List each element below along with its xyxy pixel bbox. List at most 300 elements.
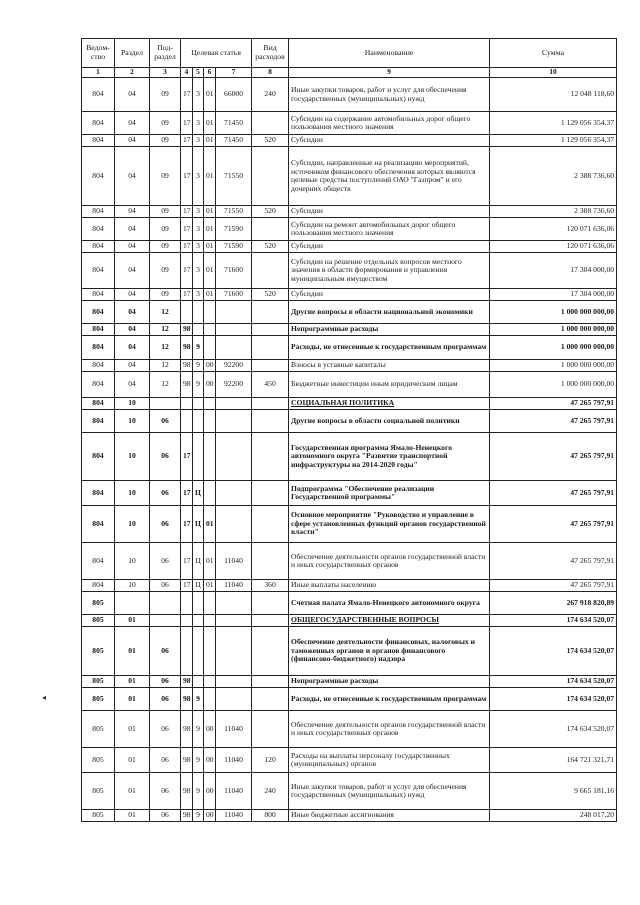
table-row [82,711,617,748]
subsection-cell: 06 [150,506,181,543]
target-activity-cell [204,410,216,433]
column-number: 3 [150,68,181,78]
target-program-cell [181,410,193,433]
dept-cell: 804 [82,433,115,481]
target-code-cell: 11040 [216,748,252,773]
section-cell: 01 [115,676,150,688]
subsection-cell: 06 [150,580,181,592]
name-cell: Субсидии, направленные на реализацию мероприятий, источником финансового обеспечения которых являются целевые средства поступлений ОАО "Газпром" и его дочерних обществ [289,147,490,206]
dept-cell: 804 [82,135,115,147]
target-program-cell: 17 [181,289,193,301]
exptype-cell [252,592,289,615]
target-code-cell [216,301,252,324]
table-row [82,748,617,773]
target-program-cell: 17 [181,206,193,218]
target-subprogram-cell [193,301,204,324]
name-cell: Счетная палата Ямало-Ненецкого автономного округа [289,592,490,615]
exptype-cell [252,615,289,627]
name-cell: Расходы, не отнесенные к государственным программам [289,688,490,711]
name-cell: Субсидии на решение отдельных вопросов местного значения в области формирования и управления муниципальным имуществом [289,253,490,289]
target-program-cell: 17 [181,433,193,481]
dept-cell: 805 [82,592,115,615]
target-code-cell: 92200 [216,372,252,398]
margin-mark: ◂ [42,693,47,702]
target-code-cell: 11040 [216,810,252,822]
table-body [82,78,617,822]
table-row [82,433,617,481]
exptype-cell [252,218,289,241]
name-cell: Государственная программа Ямало-Ненецкого автономного округа "Развитие транспортной инфраструктуры на 2014-2020 годы" [289,433,490,481]
name-cell: Расходы на выплаты персоналу государственных (муниципальных) органов [289,748,490,773]
target-program-cell: 98 [181,810,193,822]
column-number: 9 [289,68,490,78]
dept-cell: 805 [82,615,115,627]
sum-cell: 17 304 000,00 [490,289,617,301]
target-code-cell: 71550 [216,147,252,206]
subsection-cell: 06 [150,410,181,433]
table-row [82,627,617,676]
table-row [82,580,617,592]
name-cell: Иные закупки товаров, работ и услуг для обеспечения государственных (муниципальных) нужд [289,773,490,810]
sum-cell: 2 388 736,60 [490,206,617,218]
sum-cell: 47 265 797,91 [490,506,617,543]
name-cell: Иные выплаты населению [289,580,490,592]
section-cell: 04 [115,253,150,289]
target-program-cell [181,627,193,676]
section-cell: 04 [115,218,150,241]
target-program-cell: 98 [181,748,193,773]
table-row [82,360,617,372]
table-row [82,688,617,711]
section-cell: 01 [115,615,150,627]
exptype-cell [252,688,289,711]
target-activity-cell: 01 [204,580,216,592]
target-program-cell: 98 [181,676,193,688]
subsection-cell: 06 [150,810,181,822]
name-cell: Взносы в уставные капиталы [289,360,490,372]
section-cell: 04 [115,289,150,301]
dept-cell: 804 [82,543,115,580]
table-row [82,506,617,543]
sum-cell: 47 265 797,91 [490,410,617,433]
header-exptype: Вид расходов [252,39,289,68]
sum-cell: 1 000 000 000,00 [490,324,617,336]
name-cell: Основное мероприятие "Руководство и управление в сфере установленных функций органов государственной власти" [289,506,490,543]
target-activity-cell: 01 [204,218,216,241]
target-program-cell [181,592,193,615]
target-subprogram-cell: 3 [193,147,204,206]
target-subprogram-cell: 3 [193,135,204,147]
target-subprogram-cell: 9 [193,711,204,748]
sum-cell: 174 634 520,07 [490,615,617,627]
target-subprogram-cell: Ц [193,506,204,543]
subsection-cell: 09 [150,78,181,112]
table-row [82,147,617,206]
target-program-cell: 17 [181,580,193,592]
dept-cell: 805 [82,676,115,688]
target-program-cell: 98 [181,360,193,372]
target-activity-cell: 01 [204,289,216,301]
table-row [82,112,617,135]
target-subprogram-cell [193,433,204,481]
target-code-cell: 11040 [216,711,252,748]
target-subprogram-cell: 3 [193,218,204,241]
section-cell: 01 [115,688,150,711]
sum-cell: 47 265 797,91 [490,580,617,592]
name-cell: Обеспечение деятельности финансовых, налоговых и таможенных органов и органов финансового (финансово-бюджетного) надзора [289,627,490,676]
target-program-cell: 17 [181,481,193,506]
dept-cell: 804 [82,253,115,289]
subsection-cell: 12 [150,336,181,360]
target-code-cell [216,336,252,360]
target-activity-cell: 01 [204,112,216,135]
sum-cell: 12 048 118,60 [490,78,617,112]
target-program-cell: 17 [181,147,193,206]
target-program-cell: 17 [181,112,193,135]
table-row [82,289,617,301]
sum-cell: 1 000 000 000,00 [490,372,617,398]
table-row [82,372,617,398]
target-subprogram-cell [193,676,204,688]
target-code-cell: 92200 [216,360,252,372]
table-row [82,810,617,822]
table-row [82,241,617,253]
name-cell: Подпрограмма "Обеспечение реализации Государственной программы" [289,481,490,506]
subsection-cell: 09 [150,241,181,253]
target-code-cell: 71550 [216,206,252,218]
sum-cell: 174 634 520,07 [490,688,617,711]
subsection-cell: 09 [150,218,181,241]
target-code-cell: 71600 [216,289,252,301]
sum-cell: 47 265 797,91 [490,543,617,580]
header-name: Наименование [289,39,490,68]
subsection-cell: 06 [150,627,181,676]
name-cell: Субсидии на ремонт автомобильных дорог общего пользования местного значения [289,218,490,241]
target-code-cell [216,506,252,543]
table-row [82,410,617,433]
sum-cell: 1 000 000 000,00 [490,360,617,372]
dept-cell: 805 [82,711,115,748]
exptype-cell [252,433,289,481]
section-cell: 04 [115,360,150,372]
sum-cell: 164 721 321,71 [490,748,617,773]
section-cell: 01 [115,748,150,773]
target-subprogram-cell: 9 [193,336,204,360]
name-cell: Иные бюджетные ассигнования [289,810,490,822]
target-activity-cell [204,615,216,627]
section-cell: 04 [115,206,150,218]
sum-cell: 174 634 520,07 [490,627,617,676]
dept-cell: 804 [82,206,115,218]
table-row [82,135,617,147]
dept-cell: 805 [82,627,115,676]
dept-cell: 804 [82,372,115,398]
section-cell: 10 [115,410,150,433]
subsection-cell: 12 [150,301,181,324]
exptype-cell: 240 [252,773,289,810]
target-activity-cell [204,676,216,688]
target-code-cell [216,615,252,627]
subsection-cell: 12 [150,372,181,398]
target-program-cell: 98 [181,711,193,748]
target-code-cell: 71450 [216,135,252,147]
section-cell: 10 [115,580,150,592]
target-activity-cell: 00 [204,372,216,398]
exptype-cell [252,398,289,410]
exptype-cell: 520 [252,135,289,147]
target-program-cell: 98 [181,688,193,711]
table-row [82,324,617,336]
column-number: 7 [216,68,252,78]
header-dept: Ведом-ство [82,39,115,68]
dept-cell: 804 [82,398,115,410]
target-program-cell: 17 [181,218,193,241]
target-code-cell: 11040 [216,773,252,810]
exptype-cell [252,301,289,324]
section-cell: 10 [115,506,150,543]
exptype-cell: 800 [252,810,289,822]
subsection-cell: 09 [150,112,181,135]
exptype-cell: 240 [252,78,289,112]
name-cell: Другие вопросы в области национальной экономики [289,301,490,324]
target-activity-cell [204,433,216,481]
dept-cell: 804 [82,481,115,506]
target-subprogram-cell: 9 [193,810,204,822]
sum-cell: 47 265 797,91 [490,481,617,506]
target-subprogram-cell: Ц [193,481,204,506]
target-code-cell [216,481,252,506]
header-subsection: Под-раздел [150,39,181,68]
target-subprogram-cell: Ц [193,543,204,580]
target-activity-cell [204,627,216,676]
sum-cell: 174 634 520,07 [490,676,617,688]
exptype-cell [252,360,289,372]
name-cell: Субсидии на содержание автомобильных дорог общего пользования местного значения [289,112,490,135]
exptype-cell [252,410,289,433]
target-program-cell: 17 [181,506,193,543]
subsection-cell: 09 [150,206,181,218]
subsection-cell: 06 [150,433,181,481]
target-subprogram-cell: 3 [193,253,204,289]
table-row [82,592,617,615]
target-activity-cell: 01 [204,135,216,147]
exptype-cell [252,676,289,688]
section-cell: 04 [115,78,150,112]
sum-cell: 1 129 056 354,37 [490,135,617,147]
exptype-cell [252,253,289,289]
header-row [82,39,617,68]
column-number: 4 [181,68,193,78]
name-cell: Обеспечение деятельности органов государственной власти и иных государственных органов [289,543,490,580]
section-cell: 01 [115,627,150,676]
target-activity-cell [204,336,216,360]
dept-cell: 804 [82,289,115,301]
header-target: Целевая статья [181,39,252,68]
section-cell: 01 [115,773,150,810]
exptype-cell [252,543,289,580]
target-activity-cell: 00 [204,810,216,822]
subsection-cell: 06 [150,543,181,580]
name-cell: Обеспечение деятельности органов государственной власти и иных государственных органов [289,711,490,748]
sum-cell: 17 304 000,00 [490,253,617,289]
exptype-cell [252,711,289,748]
table-row [82,615,617,627]
column-number: 1 [82,68,115,78]
sum-cell: 47 265 797,91 [490,398,617,410]
target-code-cell: 71450 [216,112,252,135]
exptype-cell [252,506,289,543]
target-program-cell: 98 [181,372,193,398]
exptype-cell [252,481,289,506]
subsection-cell: 12 [150,324,181,336]
dept-cell: 804 [82,580,115,592]
target-activity-cell [204,688,216,711]
target-program-cell: 17 [181,253,193,289]
target-code-cell [216,398,252,410]
column-number: 2 [115,68,150,78]
subsection-cell: 09 [150,135,181,147]
section-cell: 04 [115,301,150,324]
subsection-cell [150,592,181,615]
dept-cell: 805 [82,688,115,711]
target-subprogram-cell: 9 [193,360,204,372]
target-activity-cell: 01 [204,78,216,112]
dept-cell: 804 [82,506,115,543]
header-section: Раздел [115,39,150,68]
table-row [82,78,617,112]
sum-cell: 1 129 056 354,37 [490,112,617,135]
table-row [82,773,617,810]
target-activity-cell: 01 [204,206,216,218]
column-number: 10 [490,68,617,78]
dept-cell: 804 [82,410,115,433]
name-cell: Непрограммные расходы [289,324,490,336]
target-code-cell: 11040 [216,580,252,592]
dept-cell: 804 [82,324,115,336]
subsection-cell [150,615,181,627]
column-number-row [82,68,617,78]
section-cell: 04 [115,241,150,253]
target-subprogram-cell: Ц [193,580,204,592]
sum-cell: 248 017,20 [490,810,617,822]
column-number: 6 [204,68,216,78]
section-cell: 10 [115,543,150,580]
exptype-cell [252,324,289,336]
table-row [82,336,617,360]
table-row [82,398,617,410]
section-cell: 01 [115,810,150,822]
subsection-cell: 06 [150,773,181,810]
sum-cell: 1 000 000 000,00 [490,336,617,360]
section-cell [115,592,150,615]
target-code-cell [216,676,252,688]
target-activity-cell [204,481,216,506]
target-code-cell: 11040 [216,543,252,580]
exptype-cell: 520 [252,206,289,218]
target-program-cell: 17 [181,135,193,147]
target-code-cell: 66000 [216,78,252,112]
sum-cell: 120 071 636,06 [490,241,617,253]
table-row [82,301,617,324]
target-code-cell: 71600 [216,253,252,289]
target-activity-cell: 00 [204,773,216,810]
exptype-cell: 120 [252,748,289,773]
target-activity-cell: 01 [204,241,216,253]
target-code-cell [216,592,252,615]
table-row [82,481,617,506]
name-cell: Бюджетные инвестиции иным юридическим лицам [289,372,490,398]
subsection-cell: 06 [150,481,181,506]
sum-cell: 1 000 000 000,00 [490,301,617,324]
table-row [82,543,617,580]
target-activity-cell: 01 [204,147,216,206]
dept-cell: 805 [82,748,115,773]
subsection-cell: 09 [150,253,181,289]
target-code-cell [216,410,252,433]
name-cell: ОБЩЕГОСУДАРСТВЕННЫЕ ВОПРОСЫ [289,615,490,627]
target-activity-cell [204,301,216,324]
sum-cell: 120 071 636,06 [490,218,617,241]
target-program-cell: 98 [181,324,193,336]
target-subprogram-cell [193,410,204,433]
target-program-cell: 98 [181,773,193,810]
target-subprogram-cell [193,324,204,336]
target-subprogram-cell [193,627,204,676]
target-program-cell: 17 [181,543,193,580]
target-code-cell [216,433,252,481]
section-cell: 04 [115,372,150,398]
section-cell: 04 [115,135,150,147]
name-cell: Другие вопросы в области социальной политики [289,410,490,433]
target-subprogram-cell: 3 [193,241,204,253]
target-subprogram-cell: 3 [193,206,204,218]
target-program-cell [181,615,193,627]
dept-cell: 804 [82,112,115,135]
dept-cell: 804 [82,301,115,324]
target-code-cell [216,688,252,711]
dept-cell: 805 [82,810,115,822]
table-row [82,206,617,218]
exptype-cell: 520 [252,289,289,301]
budget-table [81,38,617,822]
section-cell: 04 [115,336,150,360]
target-subprogram-cell: 9 [193,748,204,773]
target-activity-cell: 01 [204,506,216,543]
exptype-cell: 450 [252,372,289,398]
target-program-cell: 17 [181,241,193,253]
target-activity-cell: 00 [204,711,216,748]
target-subprogram-cell [193,398,204,410]
dept-cell: 805 [82,773,115,810]
subsection-cell: 09 [150,289,181,301]
name-cell: Иные закупки товаров, работ и услуг для обеспечения государственных (муниципальных) нужд [289,78,490,112]
target-program-cell: 98 [181,336,193,360]
target-activity-cell [204,398,216,410]
exptype-cell [252,336,289,360]
sum-cell: 267 918 820,89 [490,592,617,615]
target-subprogram-cell [193,592,204,615]
column-number: 8 [252,68,289,78]
target-subprogram-cell: 3 [193,112,204,135]
subsection-cell: 06 [150,688,181,711]
table-row [82,253,617,289]
exptype-cell [252,112,289,135]
exptype-cell: 520 [252,241,289,253]
target-code-cell [216,627,252,676]
name-cell: Субсидии [289,135,490,147]
target-program-cell [181,301,193,324]
target-activity-cell [204,324,216,336]
